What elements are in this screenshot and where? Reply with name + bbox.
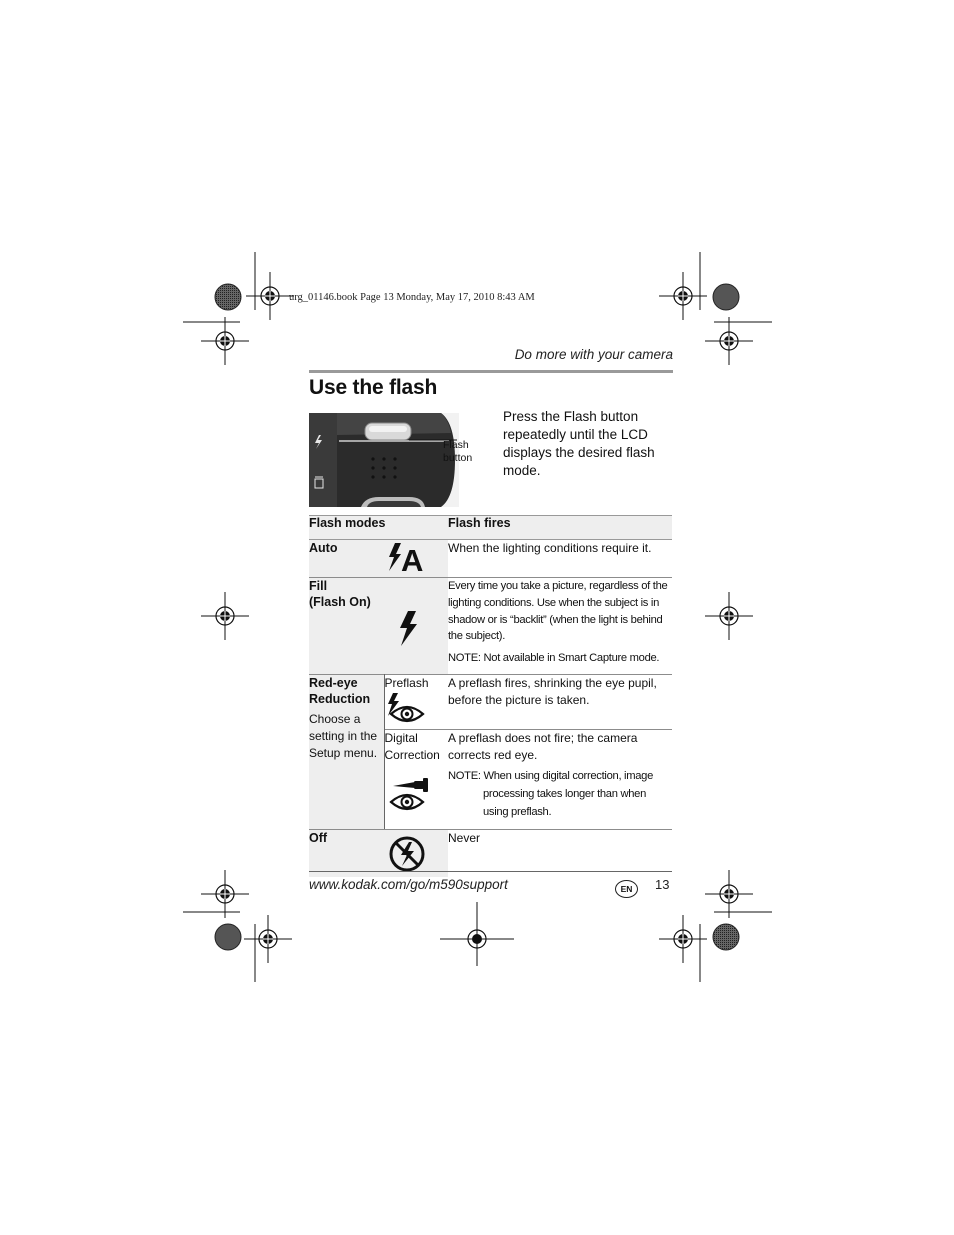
mode-off: Off [309,830,384,878]
svg-text:A: A [401,543,424,574]
digital-correction-desc-cell: A preflash does not fire; the camera corrects red eye. NOTE: When using digital correction, image processing takes longer than when using preflash. [448,730,672,830]
flash-button-callout: Flash button [443,439,473,464]
red-eye-digital-correction-icon [385,776,435,818]
page-number: 13 [655,877,670,892]
preflash-option: Preflash [384,675,448,730]
preflash-desc: A preflash fires, shrinking the eye pupil, before the picture is taken. [448,676,657,707]
flash-off-icon [384,830,448,878]
camera-flash-button-photo [309,413,459,507]
section-header: Do more with your camera [514,347,673,362]
book-info-line: urg_01146.book Page 13 Monday, May 17, 2010 8:43 AM [289,292,535,303]
red-eye-setup-hint: Choose a setting in the Setup menu. [309,712,378,760]
mode-fill: Fill (Flash On) [309,578,384,675]
col-header-flash-fires: Flash fires [448,516,511,530]
digital-correction-option: Digital Correction [384,730,448,830]
table-row [309,540,672,578]
off-desc: Never [448,831,481,845]
flash-on-icon [384,578,448,675]
table-header-row [309,516,672,540]
footer-rule [309,871,672,872]
page-title: Use the flash [309,376,438,399]
header-rule [309,370,673,373]
mode-auto: Auto [309,540,384,578]
table-row [309,830,672,878]
mode-red-eye: Red-eye Reduction Choose a setting in the Setup menu. [309,675,384,830]
fill-desc-cell: Every time you take a picture, regardless of the lighting conditions. Use when the subject is in shadow or is “backlit” (when the light is behind the subject). NOTE: Not available in Smart Capture mode. [448,578,672,675]
table-row [309,578,672,675]
auto-desc: When the lighting conditions require it. [448,541,652,555]
table-row [309,675,672,730]
digital-correction-note: NOTE: When using digital correction, image processing takes longer than when using preflash. [448,770,654,818]
flash-auto-icon [384,540,448,578]
red-eye-preflash-icon [385,692,429,724]
intro-text: Press the Flash button repeatedly until the LCD displays the desired flash mode. [503,409,655,478]
support-url[interactable]: www.kodak.com/go/m590support [309,877,508,892]
col-header-flash-modes: Flash modes [309,516,386,530]
language-badge: EN [615,880,638,898]
fill-note: NOTE: Not available in Smart Capture mode. [448,652,660,665]
flash-modes-table [309,515,672,877]
